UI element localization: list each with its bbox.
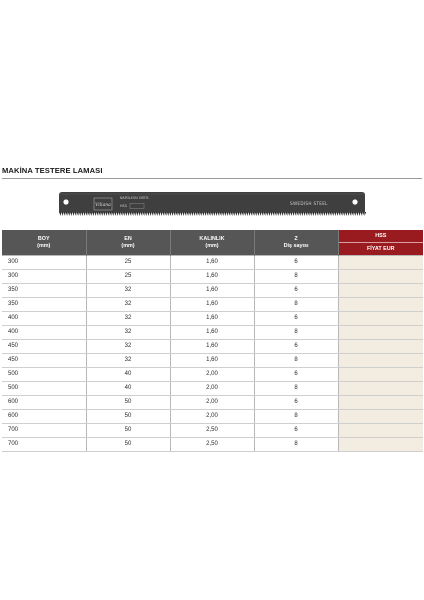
table-row [2, 396, 423, 410]
header-en: EN (mm) [86, 230, 170, 256]
cell-kalinlik: 2,00 [170, 368, 254, 382]
header-z: Z Diş sayısı [254, 230, 338, 256]
cell-kalinlik: 2,00 [170, 410, 254, 424]
cell-z: 8 [254, 354, 338, 368]
cell-z: 6 [254, 312, 338, 326]
table-row [2, 326, 423, 340]
table-row [2, 256, 423, 270]
blade-engraving: SWEDISH STEEL [290, 201, 328, 206]
cell-en: 50 [86, 424, 170, 438]
cell-price [338, 410, 423, 424]
cell-kalinlik: 1,60 [170, 312, 254, 326]
cell-boy: 700 [2, 438, 86, 452]
table-row [2, 270, 423, 284]
cell-kalinlik: 1,60 [170, 354, 254, 368]
cell-z: 6 [254, 424, 338, 438]
cell-en: 50 [86, 410, 170, 424]
cell-kalinlik: 2,50 [170, 438, 254, 452]
cell-en: 32 [86, 312, 170, 326]
cell-en: 40 [86, 368, 170, 382]
cell-price [338, 368, 423, 382]
cell-z: 6 [254, 256, 338, 270]
cell-boy: 450 [2, 354, 86, 368]
cell-boy: 700 [2, 424, 86, 438]
cell-price [338, 438, 423, 452]
header-hss-price [338, 230, 423, 256]
cell-z: 8 [254, 382, 338, 396]
table-row [2, 368, 423, 382]
cell-boy: 450 [2, 340, 86, 354]
table-row [2, 410, 423, 424]
cell-en: 25 [86, 270, 170, 284]
table-row [2, 312, 423, 326]
cell-z: 8 [254, 438, 338, 452]
header-hss: HSS [339, 230, 424, 243]
cell-z: 6 [254, 396, 338, 410]
cell-price [338, 284, 423, 298]
saw-blade-icon [58, 190, 366, 224]
cell-z: 8 [254, 298, 338, 312]
blade-brand: Viliana [95, 203, 111, 208]
cell-boy: 350 [2, 298, 86, 312]
cell-price [338, 424, 423, 438]
cell-boy: 300 [2, 270, 86, 284]
cell-boy: 300 [2, 256, 86, 270]
cell-price [338, 270, 423, 284]
cell-boy: 350 [2, 284, 86, 298]
cell-kalinlik: 2,00 [170, 396, 254, 410]
cell-boy: 500 [2, 382, 86, 396]
table-row [2, 382, 423, 396]
cell-boy: 400 [2, 312, 86, 326]
header-price-eur: FİYAT EUR [366, 246, 395, 252]
cell-price [338, 326, 423, 340]
cell-kalinlik: 1,60 [170, 284, 254, 298]
cell-price [338, 298, 423, 312]
table-row [2, 340, 423, 354]
cell-en: 32 [86, 326, 170, 340]
blade-stamp-top: NAPOLEON SIRTİS [120, 196, 149, 200]
cell-z: 6 [254, 368, 338, 382]
price-table [2, 230, 423, 452]
cell-price [338, 396, 423, 410]
cell-en: 25 [86, 256, 170, 270]
cell-price [338, 256, 423, 270]
cell-boy: 600 [2, 396, 86, 410]
cell-boy: 500 [2, 368, 86, 382]
cell-kalinlik: 1,60 [170, 270, 254, 284]
cell-kalinlik: 2,50 [170, 424, 254, 438]
cell-price [338, 354, 423, 368]
table-row [2, 298, 423, 312]
cell-z: 8 [254, 410, 338, 424]
cell-kalinlik: 1,60 [170, 326, 254, 340]
table-row [2, 424, 423, 438]
table-row [2, 284, 423, 298]
cell-z: 6 [254, 284, 338, 298]
cell-price [338, 312, 423, 326]
cell-kalinlik: 1,60 [170, 256, 254, 270]
cell-en: 32 [86, 340, 170, 354]
cell-en: 50 [86, 438, 170, 452]
table-row [2, 354, 423, 368]
cell-price [338, 340, 423, 354]
cell-kalinlik: 1,60 [170, 340, 254, 354]
cell-kalinlik: 1,60 [170, 298, 254, 312]
cell-z: 6 [254, 340, 338, 354]
cell-en: 32 [86, 298, 170, 312]
cell-boy: 400 [2, 326, 86, 340]
page-title: MAKİNA TESTERE LAMASI [2, 166, 103, 175]
cell-en: 40 [86, 382, 170, 396]
table-row [2, 438, 423, 452]
cell-z: 8 [254, 326, 338, 340]
cell-boy: 600 [2, 410, 86, 424]
cell-z: 8 [254, 270, 338, 284]
cell-kalinlik: 2,00 [170, 382, 254, 396]
cell-price [338, 382, 423, 396]
saw-blade-image [58, 190, 366, 224]
table-header-row [2, 230, 423, 256]
header-boy: BOY (mm) [2, 230, 86, 256]
title-divider [2, 178, 422, 179]
cell-en: 50 [86, 396, 170, 410]
header-kalinlik: KALINLIK (mm) [170, 230, 254, 256]
cell-en: 32 [86, 354, 170, 368]
blade-stamp-mid: HSS [120, 204, 127, 208]
cell-en: 32 [86, 284, 170, 298]
